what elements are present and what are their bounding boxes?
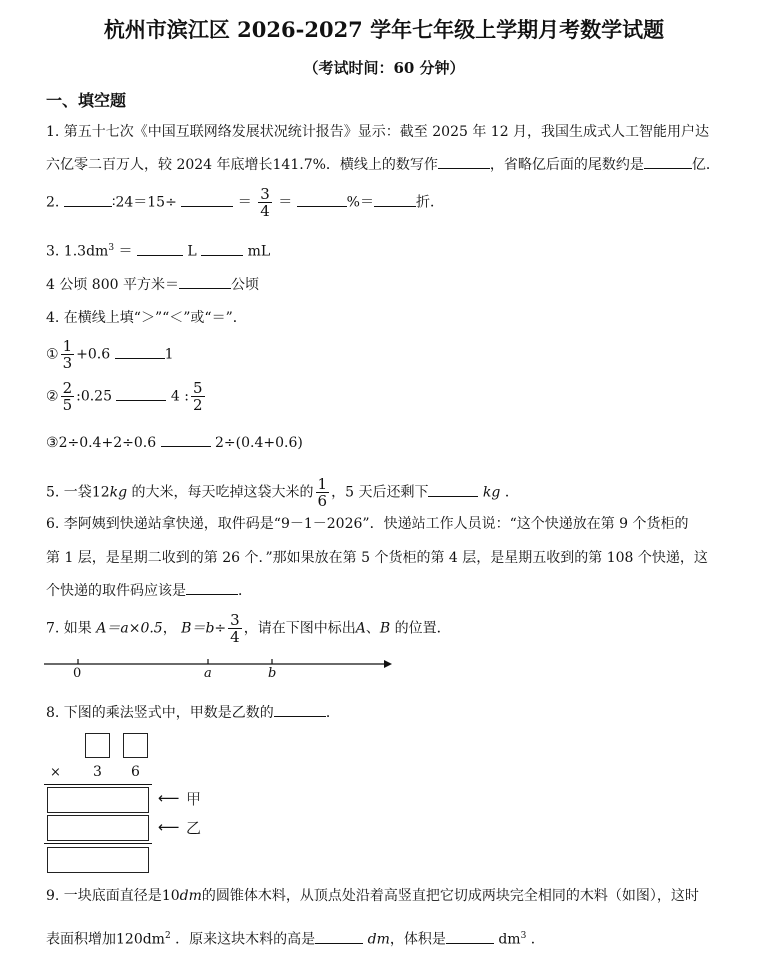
rule-line-1	[44, 784, 152, 785]
q3-line	[46, 238, 270, 262]
q2-suffix: 折．	[415, 194, 444, 211]
q3b-line	[46, 274, 259, 295]
q4-mark-1: ①	[46, 346, 59, 363]
q1-blank-1[interactable]	[438, 154, 490, 169]
q9-i: ，体积是	[389, 931, 446, 948]
q4-mark-2: ②	[46, 388, 59, 405]
q6-blank[interactable]	[186, 580, 238, 595]
label-jia: 甲	[186, 790, 202, 808]
q9-e: 表面积增加	[46, 931, 116, 948]
q9-sup2: 3	[520, 931, 527, 941]
q3-blank-1[interactable]	[137, 241, 183, 256]
tick-label-0: 0	[73, 666, 82, 681]
q4-frac-1-num: 1	[62, 337, 73, 355]
q4-i1-rest: +0.6	[76, 346, 111, 363]
q4-i2-rest: :0.25	[76, 388, 112, 405]
q6-end: ．	[238, 583, 252, 599]
q7-e: ，请在下图中标出	[243, 620, 356, 637]
q5-g: ．	[504, 484, 519, 501]
q8-line	[46, 702, 340, 723]
q7-a: 7. 如果	[46, 620, 92, 637]
q9-d: 的圆锥体木料，从顶点处沿着高竖直把它切成两块完全相同的木料（如图），这时	[201, 888, 699, 904]
q5-e: ，5 天后还剩下	[331, 484, 429, 501]
q4-heading: 4. 在横线上填“＞”“＜”或“＝”．	[46, 310, 247, 326]
q1-blank-2[interactable]	[644, 154, 692, 169]
q4-frac-2	[61, 380, 75, 413]
q5-line	[46, 476, 519, 509]
partial-product-yi[interactable]	[47, 815, 149, 841]
q4-blank-2[interactable]	[116, 386, 166, 401]
q9-j: dm	[498, 931, 521, 948]
number-line-arrow	[384, 660, 392, 668]
q1-line1: 1. 第五十七次《中国互联网络发展状况统计报告》显示：截至 2025 年 12 月，我国生成式人工智能用户达	[46, 124, 710, 140]
partial-product-jia[interactable]	[47, 787, 149, 813]
q7-frac	[228, 612, 242, 645]
tick-label-a: a	[204, 666, 212, 681]
q9-b: 10	[161, 888, 180, 904]
q4-frac-3	[191, 380, 205, 413]
q4-frac-1	[61, 338, 75, 371]
q7-i: 的位置．	[394, 620, 451, 637]
q7-d: B＝b÷	[181, 620, 227, 637]
q4-i2-mid: 4 :	[170, 388, 189, 405]
q1-text-b: ，省略亿后面的尾数约是	[489, 157, 644, 173]
q7-line	[46, 612, 451, 645]
q5-f: kg	[482, 484, 501, 501]
arrow-jia: ⟵	[158, 789, 180, 807]
q9-blank-1[interactable]	[315, 929, 363, 944]
q9-a: 9. 一块底面直径是	[46, 888, 162, 904]
q5-d: 的大米，每天吃掉这袋大米的	[131, 484, 314, 501]
q4-frac-2-num: 2	[62, 379, 73, 397]
arrow-yi: ⟵	[158, 818, 180, 836]
q9-h: dm	[367, 931, 390, 948]
q9-c: dm	[179, 888, 202, 904]
rule-line-2	[44, 843, 152, 844]
times-sign: ×	[50, 765, 61, 780]
q5-c: kg	[109, 484, 128, 501]
digit-box-1[interactable]	[85, 733, 110, 758]
multiplier-digit-2: 6	[131, 764, 140, 780]
q4-i1-end: 1	[164, 346, 174, 363]
q1-text-a: 六亿零二百万人，较 2024 年底增长141.7%．横线上的数写作	[46, 157, 438, 173]
page-title: 杭州市滨江区 2026-2027 学年七年级上学期月考数学试题	[103, 17, 665, 42]
q1-line2	[46, 154, 720, 175]
q9-blank-2[interactable]	[446, 929, 494, 944]
q4-frac-1-den: 3	[62, 354, 73, 372]
q4-item-3	[46, 432, 303, 453]
q2-ratio: ∶24＝15÷	[111, 194, 177, 211]
tick-label-b: b	[268, 666, 277, 681]
q4-mark-3: ③	[46, 435, 59, 451]
q4-frac-3-den: 2	[192, 396, 203, 414]
q3b-a: 4 公顷 800 平方米＝	[46, 277, 179, 293]
q8-end: ．	[325, 705, 340, 721]
exam-time: （考试时间：60 分钟）	[303, 59, 465, 77]
q4-item-1	[46, 338, 173, 371]
multiplier-digit-1: 3	[93, 764, 102, 780]
q7-f: A	[355, 620, 366, 637]
q1-text-c: 亿．	[691, 157, 720, 173]
q2-blank-3[interactable]	[297, 192, 347, 207]
q3-a: 3. 1.3dm	[46, 243, 109, 260]
q4-blank-3[interactable]	[161, 432, 211, 447]
q3-c: L	[187, 243, 197, 260]
q4-frac-2-den: 5	[62, 396, 73, 414]
q3-d: mL	[247, 243, 271, 260]
q5-a: 5. 一袋	[46, 484, 92, 501]
q2-blank-2[interactable]	[181, 192, 233, 207]
q9-line2	[46, 926, 545, 950]
q3b-b: 公顷	[230, 277, 259, 293]
q6-line1: 6. 李阿姨到快递站拿快递，取件码是“9－1－2026”．快递站工作人员说：“这个快递放在第 9 个货柜的	[46, 516, 689, 532]
q8-text: 8. 下图的乘法竖式中，甲数是乙数的	[46, 705, 274, 721]
q2-line	[46, 186, 444, 219]
q4-i3-right: 2÷(0.4+0.6)	[215, 435, 303, 451]
q5-frac-num: 1	[317, 475, 328, 493]
q6-line2: 第 1 层，是星期二收到的第 26 个．”那如果放在第 5 个货柜的第 4 层，是星期五收到的第 108 个快递，这	[46, 550, 708, 566]
q4-blank-1[interactable]	[115, 344, 165, 359]
q3-blank-2[interactable]	[201, 241, 243, 256]
q3-sup: 3	[108, 243, 115, 253]
q2-frac-num: 3	[260, 185, 270, 203]
q4-item-2	[46, 380, 207, 413]
q4-i3-left: 2÷0.4+2÷0.6	[58, 435, 157, 451]
q9-k: ．	[530, 931, 545, 948]
q6-text: 个快递的取件码应该是	[46, 583, 186, 599]
q2-fraction	[258, 186, 272, 219]
q4-frac-3-num: 5	[192, 379, 203, 397]
q2-prefix: 2.	[46, 194, 60, 211]
q2-blank-4[interactable]	[374, 192, 416, 207]
q7-g: 、	[365, 620, 380, 637]
q3-b: ＝	[118, 243, 133, 260]
q7-c: ，	[162, 620, 177, 637]
q9-f: 120dm	[116, 931, 165, 948]
q9-sup: 2	[164, 931, 171, 941]
q7-b: A＝a×0.5	[96, 620, 163, 637]
q3b-blank[interactable]	[179, 274, 231, 289]
section-heading: 一、填空题	[46, 91, 127, 110]
q5-frac-den: 6	[317, 492, 328, 510]
q2-frac-den: 4	[260, 202, 270, 220]
q5-b: 12	[91, 484, 110, 501]
q9-g: ．原来这块木料的高是	[175, 931, 316, 948]
q5-frac	[316, 476, 330, 509]
q7-frac-num: 3	[230, 611, 240, 629]
q6-line3	[46, 580, 252, 601]
label-yi: 乙	[186, 819, 202, 837]
q7-h: B	[379, 620, 391, 637]
number-line	[40, 654, 400, 684]
q8-blank[interactable]	[274, 702, 326, 717]
q7-frac-den: 4	[230, 628, 240, 646]
q2-eq1: ＝	[237, 194, 252, 211]
final-product[interactable]	[47, 847, 149, 873]
q2-eq2: ＝	[278, 194, 293, 211]
q5-blank[interactable]	[428, 482, 478, 497]
digit-box-2[interactable]	[123, 733, 148, 758]
q9-line1	[46, 886, 699, 906]
q2-pct: %＝	[346, 194, 374, 211]
q2-blank-1[interactable]	[64, 192, 112, 207]
